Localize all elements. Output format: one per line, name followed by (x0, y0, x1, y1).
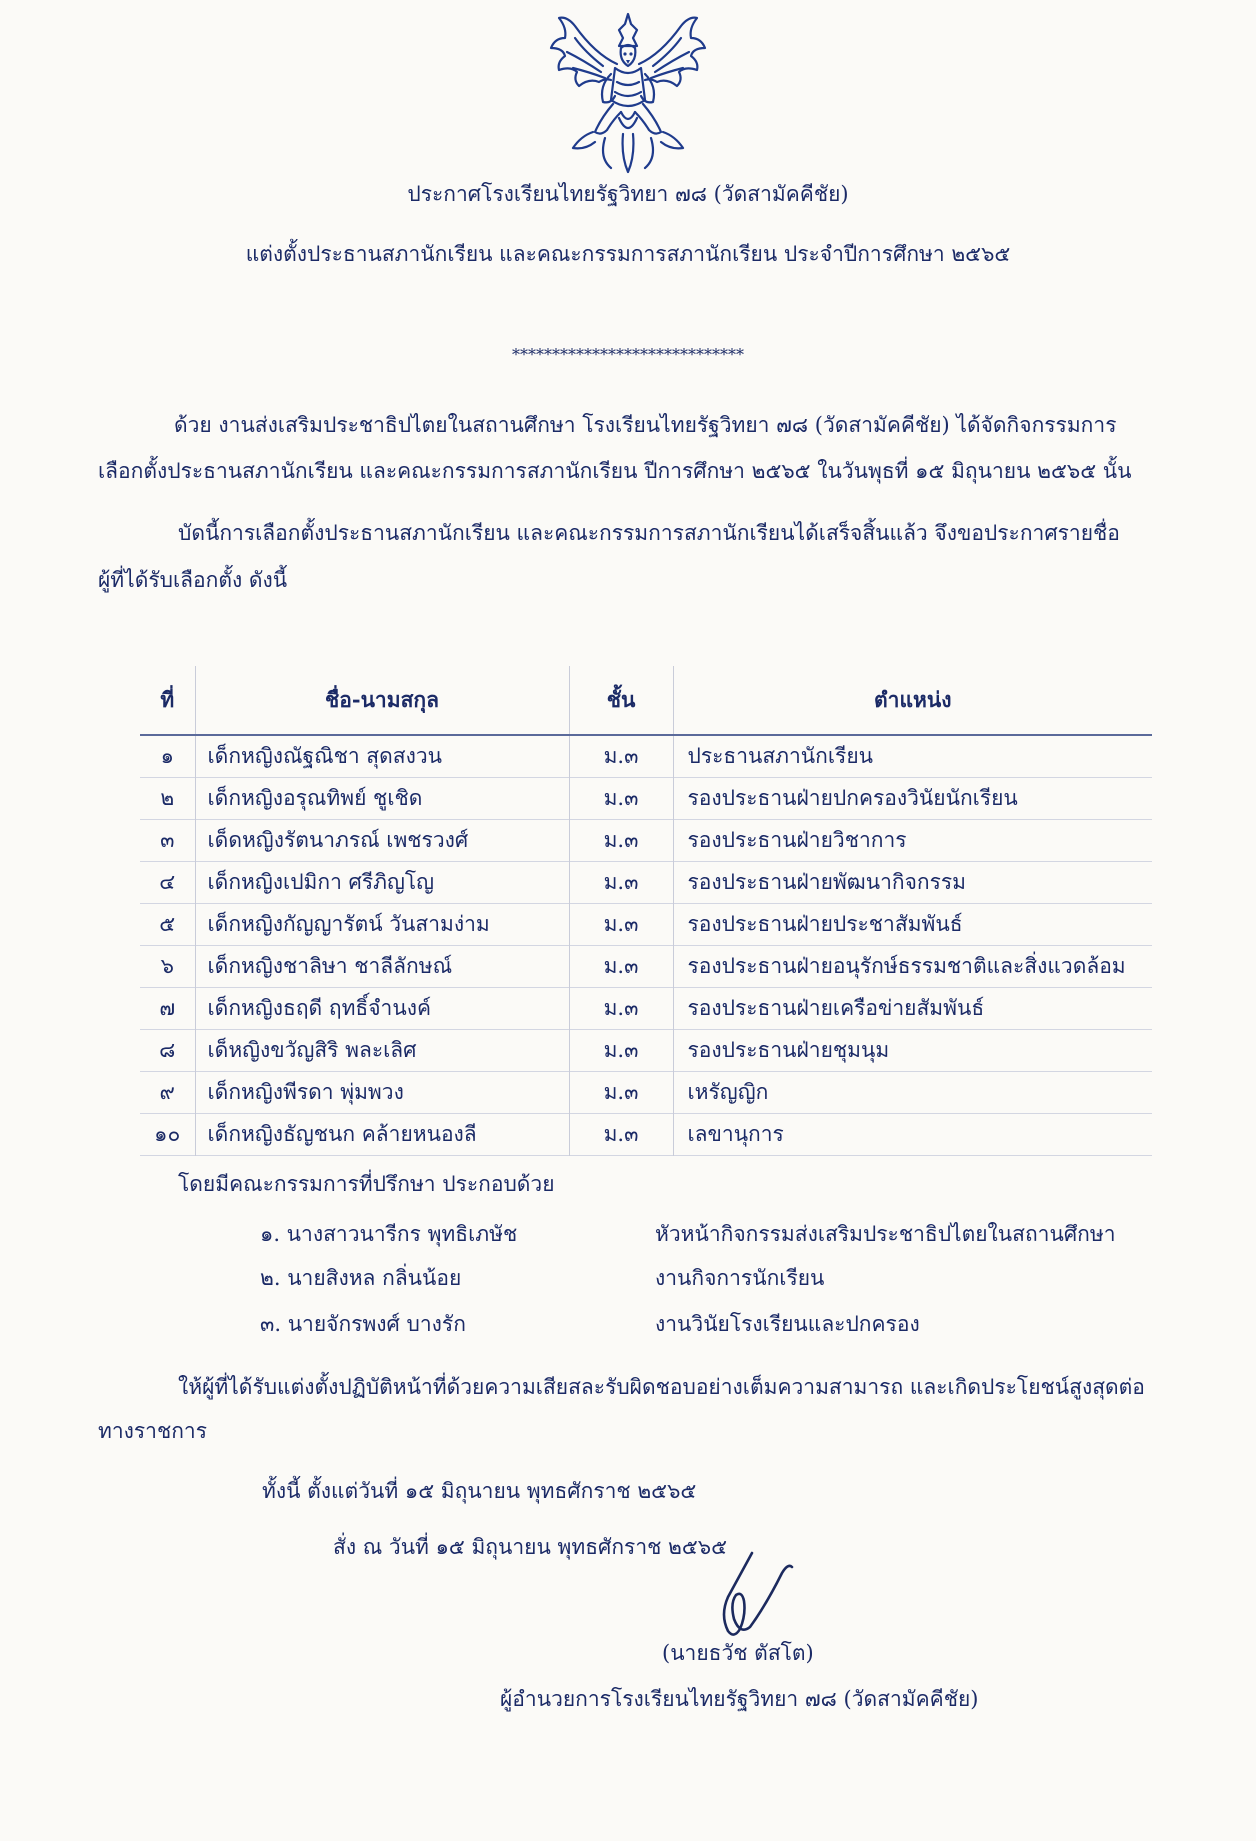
row-name: เด็กหญิงธฤดี ฤทธิ์จำนงค์ (195, 988, 569, 1030)
table-row (140, 778, 1152, 820)
row-no: ๓ (160, 828, 175, 852)
row-name: เด็หญิงขวัญสิริ พละเลิศ (195, 1030, 569, 1072)
row-position: ประธานสภานักเรียน (673, 735, 1152, 778)
row-name: เด็กหญิงอรุณทิพย์ ชูเชิด (195, 778, 569, 820)
row-grade: ม.๓ (569, 778, 673, 820)
row-position: รองประธานฝ่ายวิชาการ (673, 820, 1152, 862)
row-position: เหรัญญิก (673, 1072, 1152, 1114)
row-no: ๒ (160, 786, 175, 810)
advisor-role: งานวินัยโรงเรียนและปกครอง (655, 1312, 920, 1336)
row-name: เด็กหญิงเปมิกา ศรีภิญโญ (195, 862, 569, 904)
row-grade: ม.๓ (569, 1072, 673, 1114)
row-no: ๙ (159, 1080, 175, 1104)
row-grade: ม.๓ (569, 862, 673, 904)
row-no: ๔ (159, 870, 176, 894)
separator-stars: ***************************** (512, 345, 744, 364)
header-no: ที่ (140, 666, 195, 735)
row-name: เด็กหญิงกัญญารัตน์ วันสามง่าม (195, 904, 569, 946)
table-row (140, 1072, 1152, 1114)
council-member-table (140, 666, 1152, 1156)
header-name: ชื่อ-นามสกุล (195, 666, 569, 735)
row-grade: ม.๓ (569, 946, 673, 988)
row-name: เด็กหญิงธัญชนก คล้ายหนองลี (195, 1114, 569, 1156)
advisor-role: งานกิจการนักเรียน (655, 1266, 825, 1290)
table-header-row (140, 666, 1152, 735)
row-no: ๕ (159, 912, 176, 936)
paragraph-2-line-1: บัดนี้การเลือกตั้งประธานสภานักเรียน และคณะกรรมการสภานักเรียนได้เสร็จสิ้นแล้ว จึงขอประกาศรายชื่อ (178, 521, 1120, 545)
signatory-title: ผู้อำนวยการโรงเรียนไทยรัฐวิทยา ๗๘ (วัดสามัคคีชัย) (500, 1687, 979, 1711)
paragraph-1-line-1: ด้วย งานส่งเสริมประชาธิปไตยในสถานศึกษา โรงเรียนไทยรัฐวิทยา ๗๘ (วัดสามัคคีชัย) ได้จัดกิจกรรมการ (174, 413, 1117, 437)
effective-date: ทั้งนี้ ตั้งแต่วันที่ ๑๕ มิถุนายน พุทธศักราช ๒๕๖๕ (262, 1479, 697, 1503)
row-no: ๑๐ (154, 1122, 181, 1146)
announcement-title: ประกาศโรงเรียนไทยรัฐวิทยา ๗๘ (วัดสามัคคีชัย) (407, 182, 849, 206)
table-row (140, 988, 1152, 1030)
table-row (140, 904, 1152, 946)
table-row (140, 862, 1152, 904)
closing-line-2: ทางราชการ (98, 1419, 207, 1443)
row-no: ๘ (159, 1038, 176, 1062)
row-position: รองประธานฝ่ายปกครองวินัยนักเรียน (673, 778, 1152, 820)
row-grade: ม.๓ (569, 1030, 673, 1072)
row-position: รองประธานฝ่ายอนุรักษ์ธรรมชาติและสิ่งแวดล้อม (673, 946, 1152, 988)
table-row (140, 820, 1152, 862)
row-position: เลขานุการ (673, 1114, 1152, 1156)
row-name: เด็กหญิงชาลิษา ชาลีลักษณ์ (195, 946, 569, 988)
header-position: ตำแหน่ง (673, 666, 1152, 735)
order-date: สั่ง ณ วันที่ ๑๕ มิถุนายน พุทธศักราช ๒๕๖๕ (333, 1535, 728, 1559)
paragraph-2-line-2: ผู้ที่ได้รับเลือกตั้ง ดังนี้ (98, 568, 288, 592)
row-grade: ม.๓ (569, 820, 673, 862)
advisors-intro: โดยมีคณะกรรมการที่ปรึกษา ประกอบด้วย (178, 1172, 555, 1196)
table-row (140, 735, 1152, 778)
row-grade: ม.๓ (569, 735, 673, 778)
advisor-name: ๑. นางสาวนารีกร พุทธิเภษัช (260, 1222, 518, 1246)
row-no: ๗ (159, 996, 176, 1020)
announcement-subject: แต่งตั้งประธานสภานักเรียน และคณะกรรมการสภานักเรียน ประจำปีการศึกษา ๒๕๖๕ (245, 242, 1011, 266)
closing-line-1: ให้ผู้ที่ได้รับแต่งตั้งปฏิบัติหน้าที่ด้วยความเสียสละรับผิดชอบอย่างเต็มความสามารถ และเกิดประโยชน์สูงสุดต่อ (178, 1375, 1145, 1399)
row-name: เด็กหญิงพีรดา พุ่มพวง (195, 1072, 569, 1114)
row-grade: ม.๓ (569, 1114, 673, 1156)
row-no: ๖ (160, 954, 174, 978)
table-row (140, 1030, 1152, 1072)
advisor-name: ๒. นายสิงหล กลิ่นน้อย (260, 1266, 462, 1290)
advisor-role: หัวหน้ากิจกรรมส่งเสริมประชาธิปไตยในสถานศึกษา (655, 1222, 1116, 1246)
row-position: รองประธานฝ่ายเครือข่ายสัมพันธ์ (673, 988, 1152, 1030)
row-position: รองประธานฝ่ายประชาสัมพันธ์ (673, 904, 1152, 946)
signatory-name: (นายธวัช ตัสโต) (662, 1641, 814, 1665)
row-position: รองประธานฝ่ายพัฒนากิจกรรม (673, 862, 1152, 904)
row-no: ๑ (160, 744, 174, 768)
row-name: เด็ดหญิงรัตนาภรณ์ เพชรวงศ์ (195, 820, 569, 862)
advisor-name: ๓. นายจักรพงศ์ บางรัก (260, 1312, 466, 1336)
table-row (140, 946, 1152, 988)
garuda-emblem-icon (545, 8, 711, 176)
row-name: เด็กหญิงณัฐณิชา สุดสงวน (195, 735, 569, 778)
header-grade: ชั้น (569, 666, 673, 735)
row-grade: ม.๓ (569, 904, 673, 946)
row-position: รองประธานฝ่ายชุมนุม (673, 1030, 1152, 1072)
table-row (140, 1114, 1152, 1156)
row-grade: ม.๓ (569, 988, 673, 1030)
paragraph-1-line-2: เลือกตั้งประธานสภานักเรียน และคณะกรรมการสภานักเรียน ปีการศึกษา ๒๕๖๕ ในวันพุธที่ ๑๕ มิถุนายน ๒๕๖๕ นั้น (98, 459, 1132, 483)
